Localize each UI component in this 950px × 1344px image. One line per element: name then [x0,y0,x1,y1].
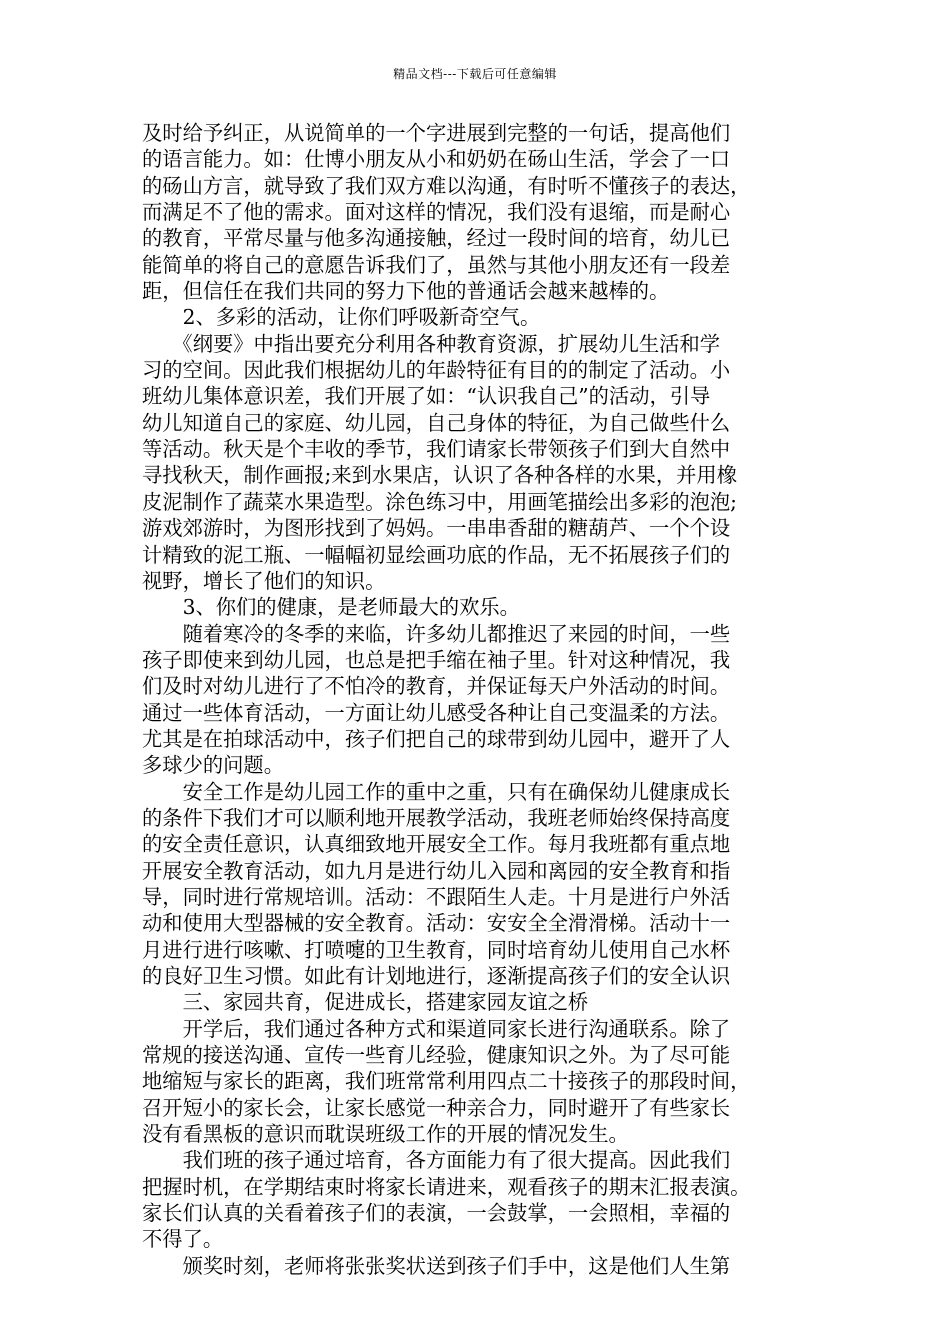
text-line: 地缩短与家长的距离，我们班常常利用四点二十接孩子的那段时间， [142,1069,751,1094]
text-line: 而满足不了他的需求。面对这样的情况，我们没有退缩，而是耐心 [142,200,731,225]
text-line: 开学后，我们通过各种方式和渠道同家长进行沟通联系。除了 [142,1016,731,1041]
text-line: 《纲要》中指出要充分利用各种教育资源，扩展幼儿生活和学 [142,331,721,356]
text-line: 动和使用大型器械的安全教育。活动：安安全全滑滑梯。活动十一 [142,911,731,936]
text-line: 距，但信任在我们共同的努力下他的普通话会越来越棒的。 [142,279,670,304]
text-line: 的砀山方言，就导致了我们双方难以沟通，有时听不懂孩子的表达， [142,173,751,198]
text-line: 我们班的孩子通过培育，各方面能力有了很大提高。因此我们 [142,1148,731,1173]
section-heading: 2、多彩的活动，让你们呼吸新奇空气。 [142,305,541,330]
text-line: 视野，增长了他们的知识。 [142,568,386,593]
text-line: 没有看黑板的意识而耽误班级工作的开展的情况发生。 [142,1122,629,1147]
section-heading: 三、家园共育，促进成长，搭建家园友谊之桥 [142,990,589,1015]
text-line: 尤其是在拍球活动中，孩子们把自己的球带到幼儿园中，避开了人 [142,726,731,751]
text-line: 皮泥制作了蔬菜水果造型。涂色练习中，用画笔描绘出多彩的泡泡; [142,489,737,514]
text-line: 班幼儿集体意识差，我们开展了如：“认识我自己”的活动，引导 [142,384,711,409]
text-line: 月进行进行咳嗽、打喷嚏的卫生教育，同时培育幼儿使用自己水杯 [142,937,731,962]
text-line: 等活动。秋天是个丰收的季节，我们请家长带领孩子们到大自然中 [142,437,731,462]
text-line: 计精致的泥工瓶、一幅幅初显绘画功底的作品，无不拓展孩子们的 [142,542,731,567]
text-line: 习的空间。因此我们根据幼儿的年龄特征有目的的制定了活动。小 [142,358,731,383]
text-line: 的良好卫生习惯。如此有计划地进行，逐渐提高孩子们的安全认识 [142,964,731,988]
section-heading: 3、你们的健康，是老师最大的欢乐。 [142,595,520,620]
text-line: 把握时机，在学期结束时将家长请进来，观看孩子的期末汇报表演。 [142,1174,751,1199]
text-line: 的安全责任意识，认真细致地开展安全工作。每月我班都有重点地 [142,832,731,857]
text-line: 孩子即使来到幼儿园，也总是把手缩在袖子里。针对这种情况，我 [142,647,731,672]
text-line: 的教育，平常尽量与他多沟通接触，经过一段时间的培育，幼儿已 [142,226,731,251]
text-line: 召开短小的家长会，让家长感觉一种亲合力，同时避开了有些家长 [142,1095,731,1120]
page-header: 精品文档---下载后可任意编辑 [393,67,557,81]
text-line: 常规的接送沟通、宣传一些育儿经验，健康知识之外。为了尽可能 [142,1043,731,1068]
text-line: 能简单的将自己的意愿告诉我们了，虽然与其他小朋友还有一段差 [142,252,731,277]
text-line: 颁奖时刻，老师将张张奖状送到孩子们手中，这是他们人生第 [142,1253,731,1278]
text-line: 及时给予纠正，从说简单的一个字进展到完整的一句话，提高他们 [142,121,731,145]
document-body [142,120,808,1279]
text-line: 开展安全教育活动，如九月是进行幼儿入园和离园的安全教育和指 [142,858,731,883]
text-line: 游戏郊游时，为图形找到了妈妈。一串串香甜的糖葫芦、一个个设 [142,516,731,541]
text-line: 多球少的问题。 [142,753,284,778]
text-line: 寻找秋天，制作画报;来到水果店，认识了各种各样的水果，并用橡 [142,463,737,488]
text-line: 通过一些体育活动，一方面让幼儿感受各种让自己变温柔的方法。 [142,700,731,725]
text-line: 导，同时进行常规培训。活动：不跟陌生人走。十月是进行户外活 [142,884,731,909]
text-line: 的条件下我们才可以顺利地开展教学活动，我班老师始终保持高度 [142,805,731,830]
text-line: 安全工作是幼儿园工作的重中之重，只有在确保幼儿健康成长 [142,779,731,804]
text-line: 随着寒冷的冬季的来临，许多幼儿都推迟了来园的时间，一些 [142,621,731,646]
text-line: 们及时对幼儿进行了不怕冷的教育，并保证每天户外活动的时间。 [142,674,731,699]
text-line: 的语言能力。如：仕博小朋友从小和奶奶在砀山生活，学会了一口 [142,147,731,172]
text-line: 不得了。 [142,1227,224,1252]
text-line: 幼儿知道自己的家庭、幼儿园，自己身体的特征，为自己做些什么 [142,410,731,435]
text-line: 家长们认真的关看着孩子们的表演，一会鼓掌，一会照相，幸福的 [142,1201,731,1226]
